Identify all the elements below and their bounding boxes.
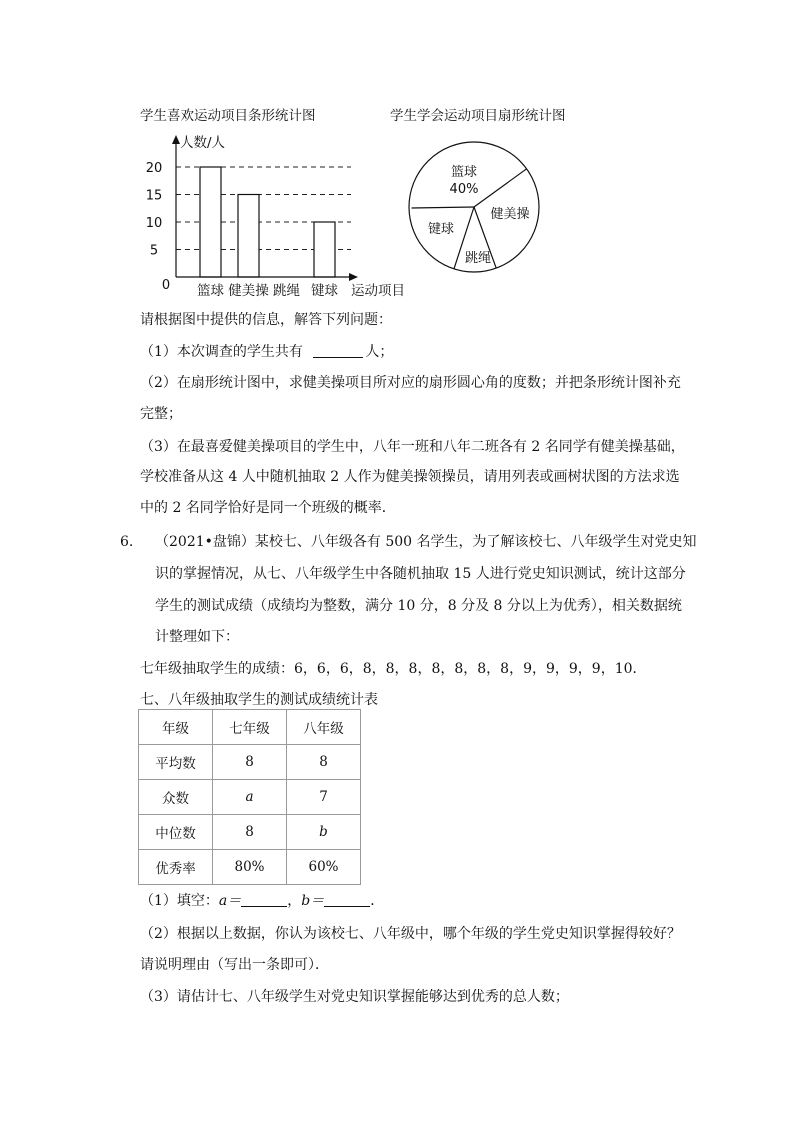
q6-sub1-end: ． — [370, 893, 385, 909]
pie-label-rope: 跳绳 — [464, 251, 492, 266]
y-tick-label: 15 — [145, 188, 163, 204]
q6-sub1 — [140, 891, 384, 911]
x-tick-label: 键球 — [311, 283, 338, 299]
q6-sub2-line1: （2）根据以上数据，你认为该校七、八年级中，哪个年级的学生党史知识掌握得较好？ — [140, 926, 681, 942]
y-tick-label: 5 — [149, 243, 159, 259]
q6-scores: 七年级抽取学生的成绩：6，6，6，8，8，8，8，8，8，8，9，9，9，9，10． — [140, 661, 647, 677]
q6-line1: （2021•盘锦）某校七、八年级各有 500 名学生，为了解该校七、八年级学生对党史知 — [155, 534, 697, 550]
q5-part2-line2: 完整； — [140, 406, 182, 422]
q5-part3-line2: 学校准备从这 4 人中随机抽取 2 人作为健美操领操员，请用列表或画树状图的方法求选 — [140, 469, 680, 485]
x-tick-label: 跳绳 — [273, 283, 300, 299]
bar-1 — [238, 195, 259, 278]
y-axis-arrow — [172, 135, 180, 144]
pie-label-shuttlecock: 键球 — [427, 222, 455, 237]
q6-sub1-sep: ， — [287, 893, 302, 909]
x-axis-label: 运动项目 — [351, 283, 405, 299]
q6-line3: 学生的测试成绩（成绩均为整数，满分 10 分，8 分及 8 分以上为优秀），相关数据统 — [155, 598, 682, 614]
q6-sub1-text: （1）填空： — [140, 893, 219, 909]
q6-sub1-blank-a — [241, 892, 287, 907]
pie-label-aerobics: 健美操 — [490, 207, 530, 222]
table-cell: 中位数 — [139, 815, 213, 850]
q6-sub1-a: a＝ — [218, 893, 242, 909]
q5-intro: 请根据图中提供的信息，解答下列问题： — [140, 312, 392, 328]
q5-part1-end: 人； — [365, 344, 394, 360]
q5-part3-line1: （3）在最喜爱健美操项目的学生中，八年一班和八年二班各有 2 名同学有健美操基础， — [140, 439, 685, 455]
q6-line2: 识的掌握情况，从七、八年级学生中各随机抽取 15 人进行党史知识测试，统计这部分 — [155, 566, 686, 582]
q5-part1-text: （1）本次调查的学生共有 — [140, 344, 303, 360]
table-header-cell: 七年级 — [213, 710, 287, 745]
y-tick-label: 10 — [145, 216, 163, 231]
y-tick-label: 20 — [145, 161, 163, 176]
table-cell: 优秀率 — [139, 850, 213, 885]
q6-line4: 计整理如下： — [155, 629, 239, 645]
bar-chart-title: 学生喜欢运动项目条形统计图 — [140, 108, 316, 124]
table-cell: 7 — [287, 780, 361, 815]
table-row — [139, 815, 361, 850]
q5-part3-line3: 中的 2 名同学恰好是同一个班级的概率． — [140, 500, 396, 516]
pie-divider-4 — [412, 207, 475, 208]
bar-0 — [200, 167, 221, 277]
table-cell: 平均数 — [139, 745, 213, 780]
table-cell: 60% — [287, 850, 361, 885]
table-cell: 80% — [213, 850, 287, 885]
table-row — [139, 745, 361, 780]
q5-part2-line1: （2）在扇形统计图中，求健美操项目所对应的扇形圆心角的度数；并把条形统计图补充 — [140, 375, 681, 391]
bar-3 — [314, 222, 335, 277]
table-cell: b — [287, 815, 361, 850]
q6-sub1-blank-b — [324, 892, 370, 907]
pie-divider-1 — [474, 169, 527, 207]
table-cell: a — [213, 780, 287, 815]
table-header-row — [139, 710, 361, 745]
bar-chart — [130, 128, 420, 303]
y-tick-label: 0 — [161, 278, 171, 293]
table-row — [139, 780, 361, 815]
pie-chart-title: 学生学会运动项目扇形统计图 — [390, 108, 566, 124]
x-axis-arrow — [349, 273, 358, 281]
stats-table — [138, 709, 361, 885]
pie-label-basketball: 篮球 — [450, 165, 478, 180]
table-header-cell: 八年级 — [287, 710, 361, 745]
x-tick-label: 健美操 — [228, 283, 269, 299]
y-unit-label: 人数/人 — [180, 135, 226, 151]
table-cell: 众数 — [139, 780, 213, 815]
q6-sub3: （3）请估计七、八年级学生对党史知识掌握能够达到优秀的总人数； — [140, 989, 569, 1005]
table-row — [139, 850, 361, 885]
q6-number: 6. — [120, 534, 134, 550]
x-tick-label: 篮球 — [197, 283, 224, 299]
pie-chart — [405, 140, 545, 280]
pie-value-basketball: 40% — [449, 182, 479, 197]
q5-part1 — [140, 342, 393, 362]
q5-part1-blank — [313, 343, 363, 358]
q6-sub1-b: b＝ — [301, 893, 325, 909]
table-header-cell: 年级 — [139, 710, 213, 745]
table-cell: 8 — [213, 815, 287, 850]
table-cell: 8 — [213, 745, 287, 780]
q6-table-title: 七、八年级抽取学生的测试成绩统计表 — [140, 692, 378, 708]
table-cell: 8 — [287, 745, 361, 780]
q6-sub2-line2: 请说明理由（写出一条即可）． — [140, 957, 329, 973]
